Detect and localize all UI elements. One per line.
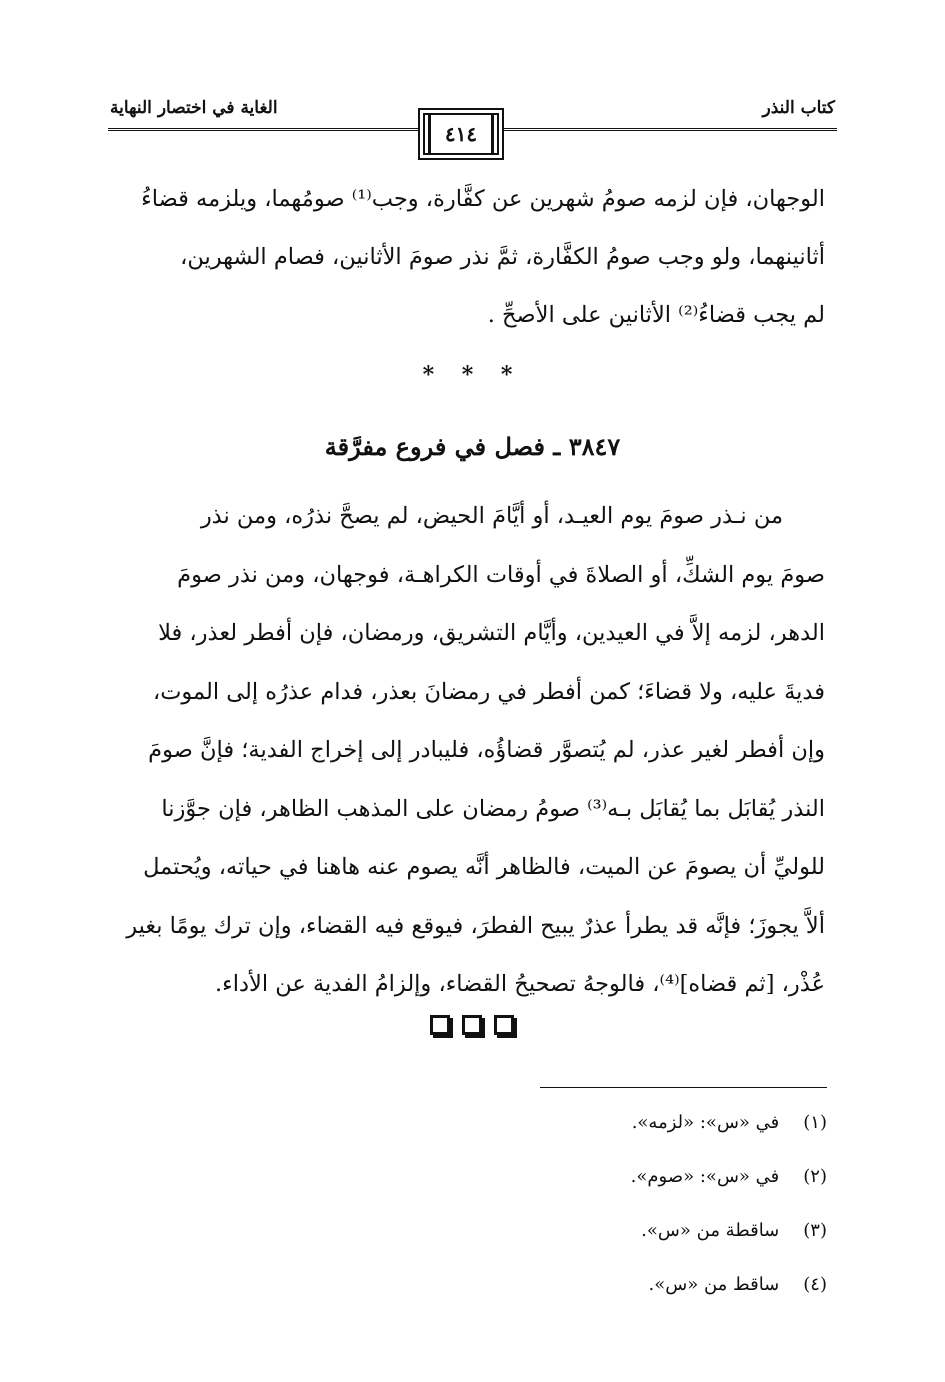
end-of-section-ornament [422, 1015, 522, 1041]
text-line: لم يجب قضاءُ⁽²⁾ الأثانين على الأصحِّ . [487, 302, 825, 328]
footnote-number: (٢) [803, 1166, 827, 1187]
text-line: أثانينهما، ولو وجب صومُ الكفَّارة، ثمَّ نذر صومَ الأثانين، فصام الشهرين، [180, 244, 825, 270]
footnote-number: (٤) [803, 1274, 827, 1295]
footnote-text: في «س»: «لزمه». [631, 1112, 780, 1133]
paragraph-continued [106, 170, 825, 344]
text-line: النذر يُقابَل بما يُقابَل بـه⁽³⁾ صومُ رمضان على المذهب الظاهر، فإن جوَّزنا [161, 795, 825, 822]
footnote [427, 1262, 827, 1316]
footnote-number: (١) [803, 1112, 827, 1133]
footnote [427, 1208, 827, 1262]
paragraph-section [106, 487, 825, 1014]
square-ornament-icon [462, 1015, 482, 1035]
running-header-section: كتاب النذر [762, 98, 835, 118]
section-heading: ٣٨٤٧ ـ فصل في فروع مفرَّقة [324, 432, 621, 461]
text-line: وإن أفطر لغير عذر، لم يُتصوَّر قضاؤُه، فليبادر إلى إخراج الفدية؛ فإنَّ صومَ [148, 737, 825, 763]
page-number-frame [418, 108, 504, 160]
text-line: صومَ يوم الشكِّ، أو الصلاةَ في أوقات الكراهـة، فوجهان، ومن نذر صومَ [177, 561, 825, 588]
text-line: الدهر، لزمه إلاَّ في العيدين، وأيَّام التشريق، ورمضان، فإن أفطر لعذر، فلا [158, 620, 825, 646]
page-number: ٤١٤ [444, 122, 478, 146]
footnote-text: ساقط من «س». [648, 1274, 780, 1295]
footnotes [427, 1100, 827, 1316]
footnote-text: ساقطة من «س». [641, 1220, 780, 1241]
running-header-title: الغاية في اختصار النهاية [110, 98, 278, 118]
footnote-number: (٣) [803, 1220, 827, 1241]
square-ornament-icon [430, 1015, 450, 1035]
footnote-text: في «س»: «صوم». [630, 1166, 780, 1187]
text-line: فديةَ عليه، ولا قضاءَ؛ كمن أفطر في رمضانَ بعذر، فدام عذرُه إلى الموت، [152, 678, 825, 705]
text-line: للوليِّ أن يصومَ عن الميت، فالظاهر أنَّه يصوم عنه هاهنا في حياته، ويُحتمل [143, 854, 825, 880]
footnote [427, 1154, 827, 1208]
text-line: الوجهان، فإن لزمه صومُ شهرين عن كفَّارة، وجب⁽¹⁾ صومُهما، ويلزمه قضاءُ [141, 186, 825, 212]
text-line: ألاَّ يجوزَ؛ فإنَّه قد يطرأ عذرٌ يبيح الفطرَ، فيوقع فيه القضاء، وإن ترك يومًا بغير [126, 912, 825, 939]
square-ornament-icon [494, 1015, 514, 1035]
text-line: من نـذر صومَ يوم العيـد، أو أيَّامَ الحيض، لم يصحَّ نذرُه، ومن نذر [200, 503, 783, 529]
section-divider-stars: * * * [422, 362, 523, 388]
text-line: عُذْر، [ثم قضاه]⁽⁴⁾، فالوجهُ تصحيحُ القضاء، وإلزامُ الفدية عن الأداء. [215, 971, 825, 997]
footnote-rule [540, 1087, 827, 1088]
footnote [427, 1100, 827, 1154]
